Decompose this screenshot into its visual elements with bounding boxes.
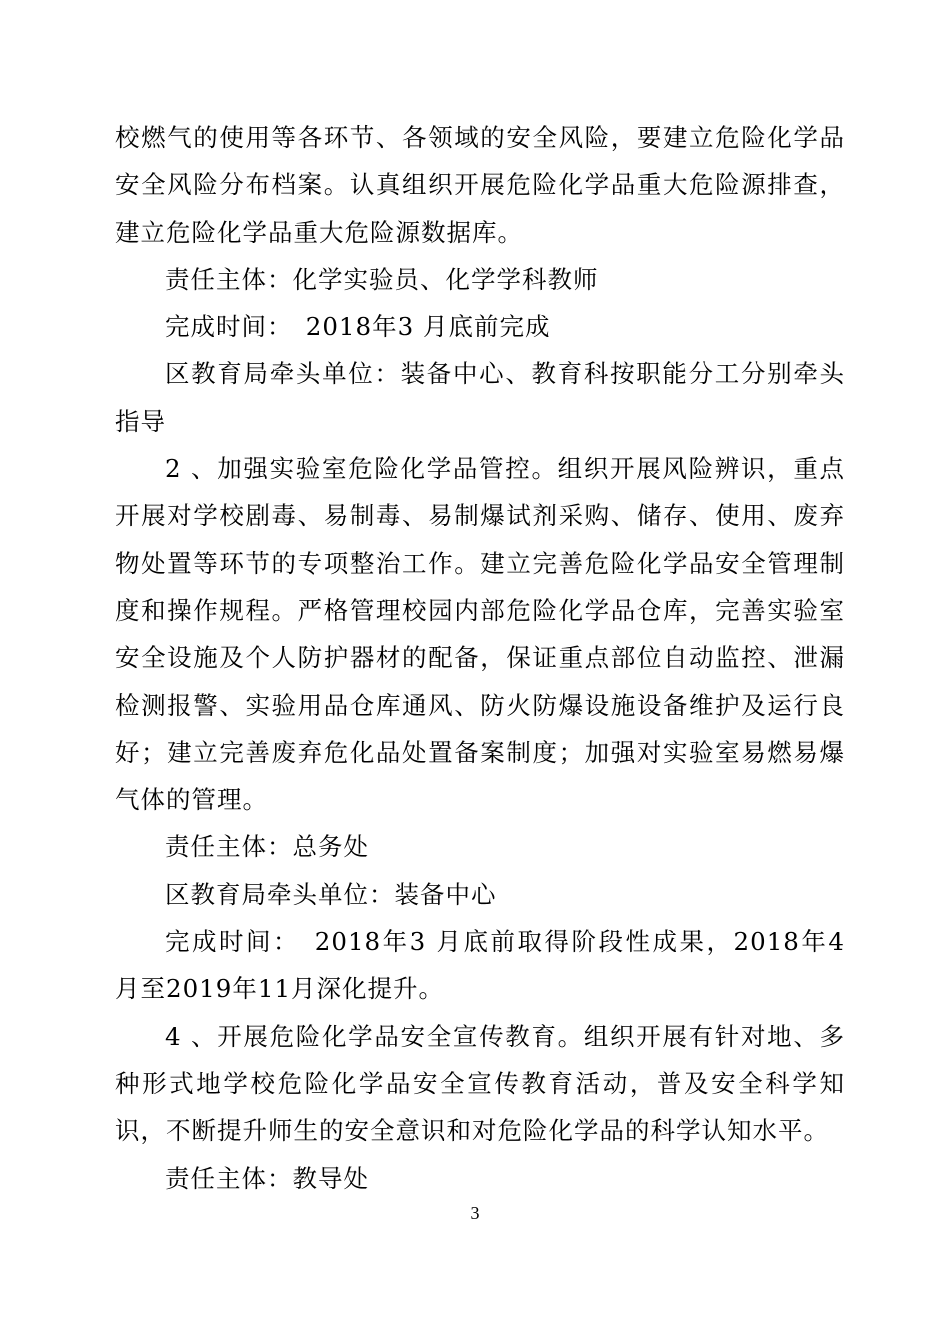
lead-unit-line: 区教育局牵头单位：装备中心、教育科按职能分工分别牵头指导	[115, 359, 845, 436]
paragraph-lab-control: 2 、加强实验室危险化学品管控。组织开展风险辨识，重点开展对学校剧毒、易制毒、易制爆试剂采购、储存、使用、废弃物处置等环节的专项整治工作。建立完善危险化学品安全管理制度和操作规程。严格管理校园内部危险化学品仓库，完善实验室安全设施及个人防护器材的配备，保证重点部位自动监控、泄漏检测报警、实验用品仓库通风、防火防爆设施设备维护及运行良好；建立完善废弃危化品处置备案制度；加强对实验室易燃易爆气体的管理。	[115, 454, 845, 815]
responsible-party-line: 责任主体：总务处	[165, 832, 369, 862]
completion-time-line: 完成时间： 2018年3 月底前完成	[165, 312, 551, 342]
paragraph-safety-education: 4 、开展危险化学品安全宣传教育。组织开展有针对地、多种形式地学校危险化学品安全宣传教育活动，普及安全科学知识，不断提升师生的安全意识和对危险化学品的科学认知水平。	[115, 1021, 845, 1146]
completion-time-line: 完成时间： 2018年3 月底前取得阶段性成果，2018年4 月至2019年11月深化提升。	[115, 927, 845, 1004]
body-text	[115, 114, 845, 1202]
page-number: 3	[470, 1203, 480, 1223]
responsible-party-line: 责任主体：教导处	[165, 1163, 369, 1193]
responsible-party-line: 责任主体：化学实验员、化学学科教师	[165, 264, 599, 294]
paragraph-risk-archive: 校燃气的使用等各环节、各领域的安全风险，要建立危险化学品安全风险分布档案。认真组织开展危险化学品重大危险源排查，建立危险化学品重大危险源数据库。	[115, 123, 845, 247]
lead-unit-line: 区教育局牵头单位：装备中心	[165, 879, 497, 909]
